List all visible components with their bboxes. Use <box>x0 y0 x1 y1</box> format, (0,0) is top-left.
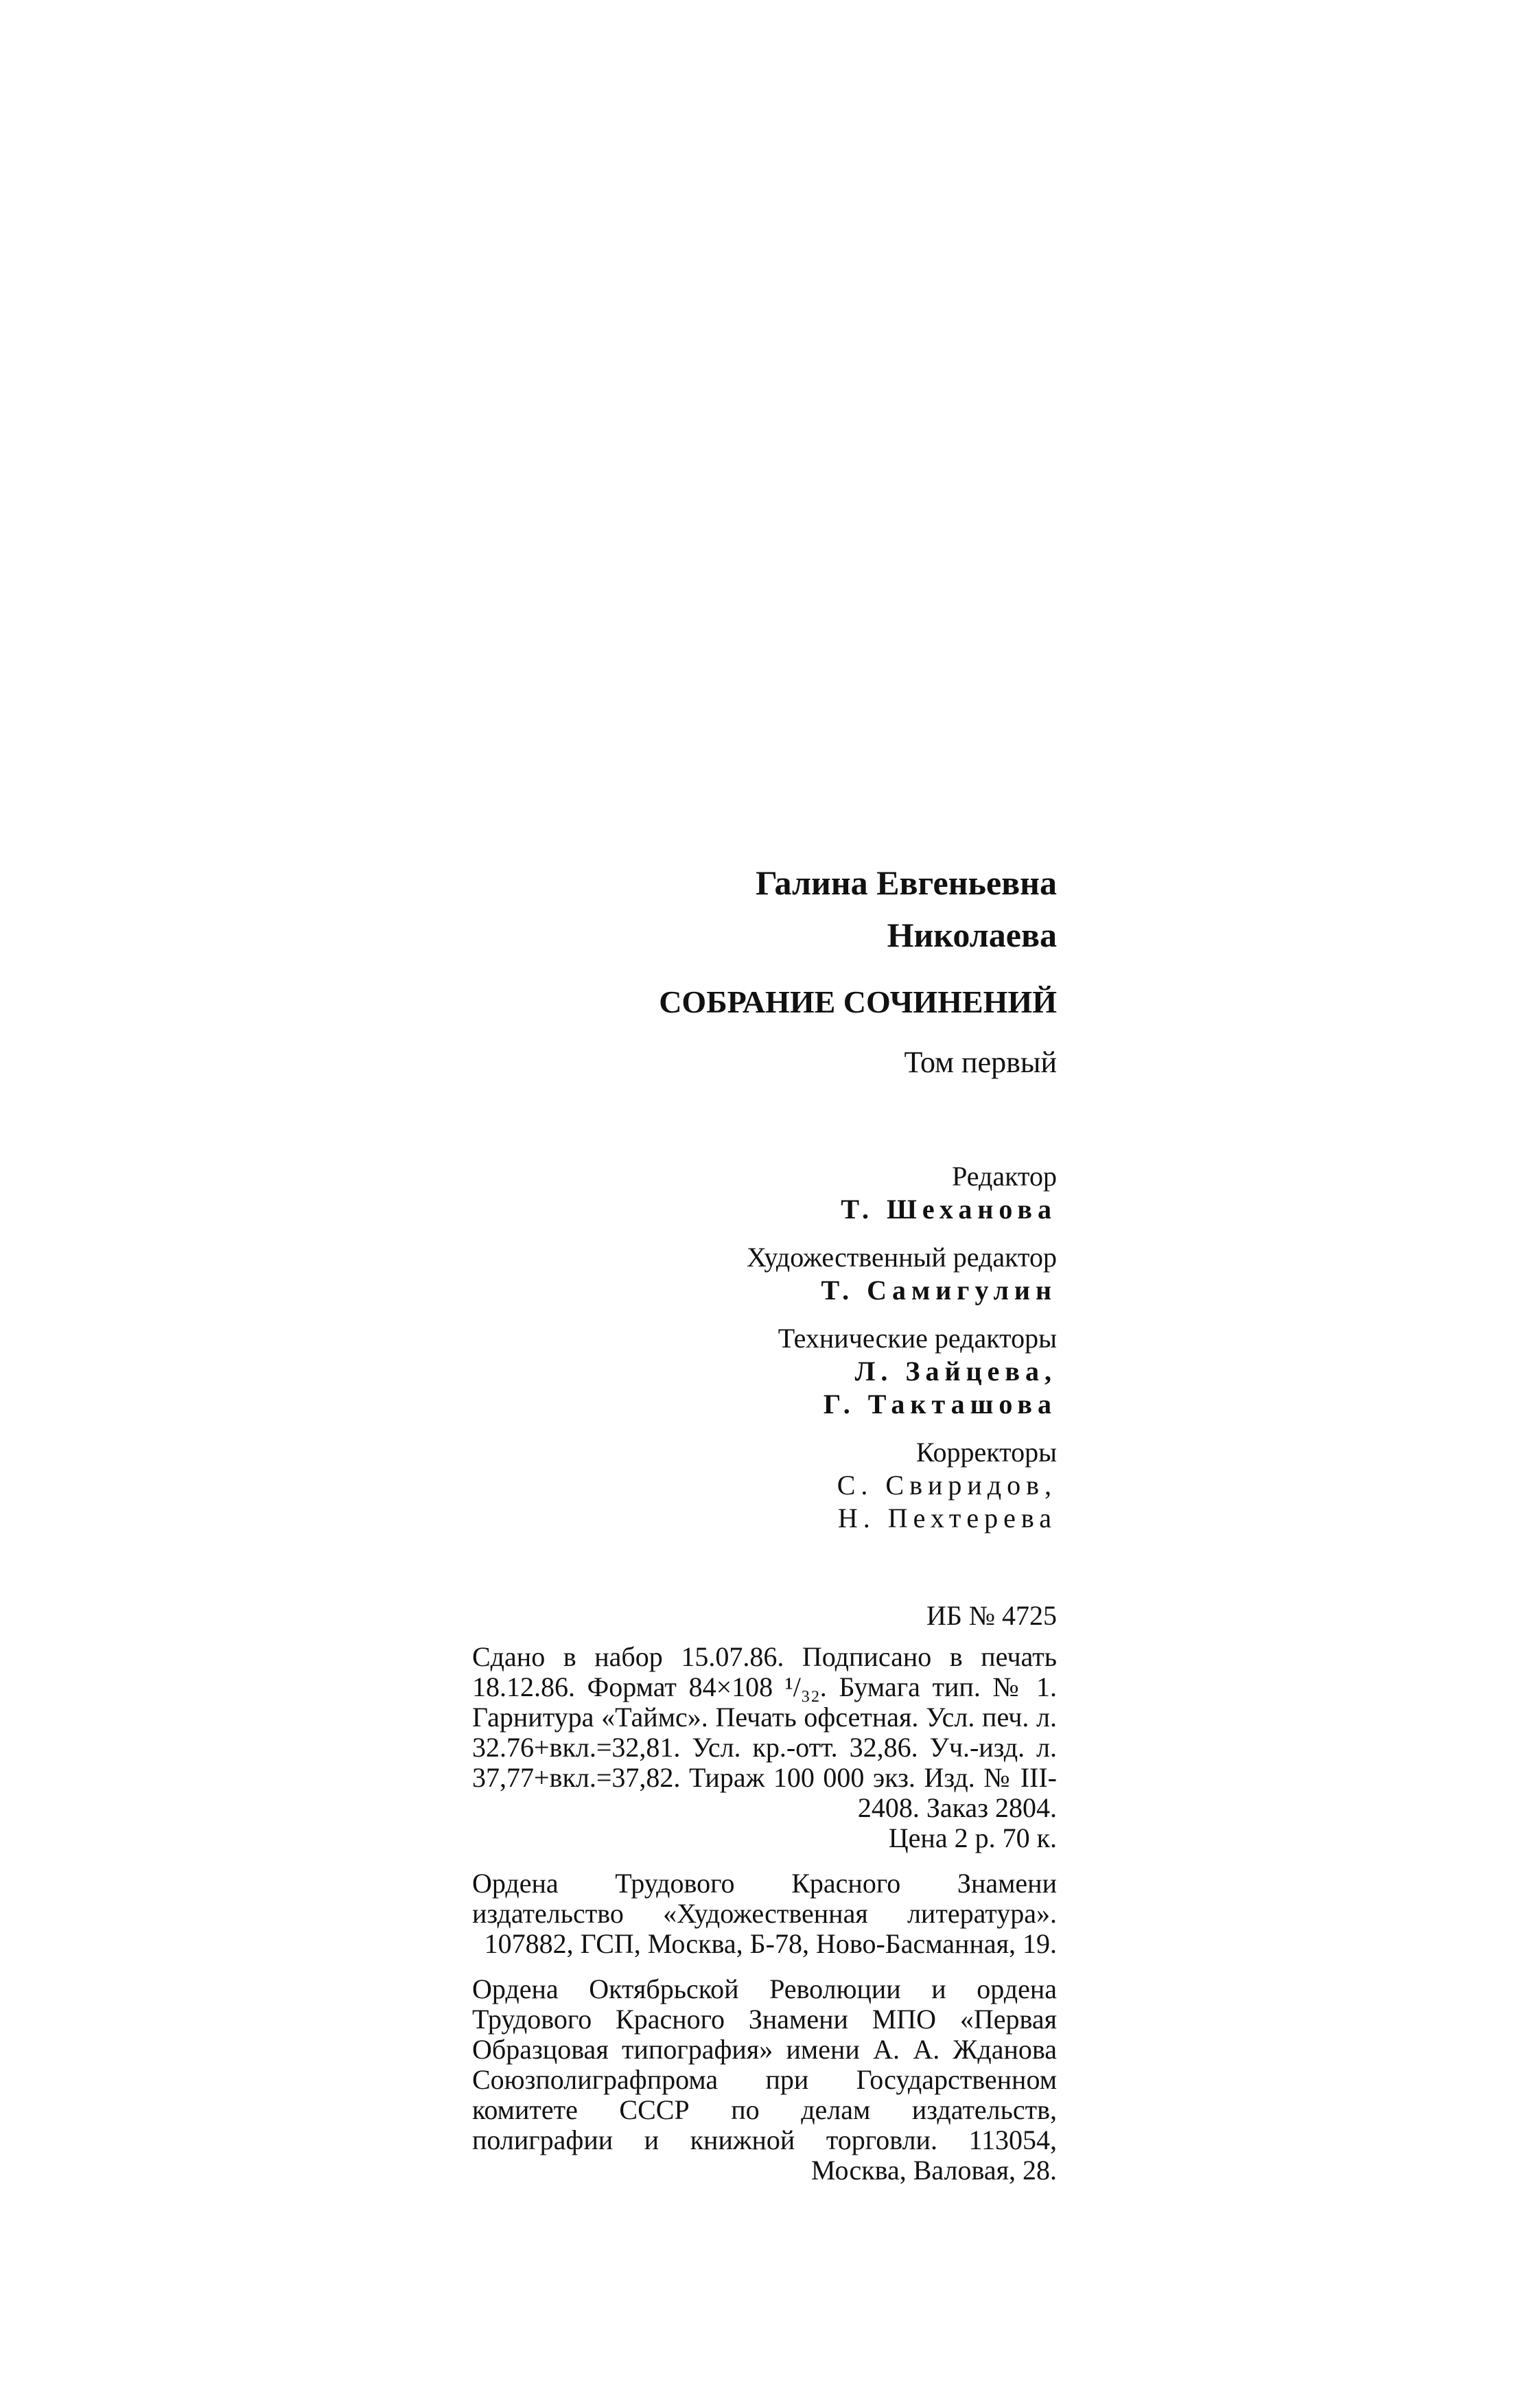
credit-technical-editors <box>480 1322 1057 1421</box>
ib-number: ИБ № 4725 <box>926 1600 1057 1631</box>
collection-title: СОБРАНИЕ СОЧИНЕНИЙ <box>659 984 1057 1019</box>
credit-name: Л. Зайцева, <box>854 1356 1057 1387</box>
publisher-info: Ордена Трудового Красного Знамени издательство «Художественная литература». 107882, ГСП, Москва, Б-78, Ново-Басманная, 19. <box>472 1868 1057 1959</box>
credit-proofreaders <box>480 1436 1057 1535</box>
credit-name: Т. Шеханова <box>841 1194 1057 1225</box>
credit-name: Н. Пехтерева <box>837 1503 1057 1533</box>
credit-role: Технические редакторы <box>778 1323 1057 1354</box>
volume-label: Том первый <box>904 1045 1057 1079</box>
printer-info: Ордена Октябрьской Революции и ордена Трудового Красного Знамени МПО «Первая Образцовая типография» имени А. А. Жданова Союзполиграфпрома при Государственном комитете СССР по делам издательств, полиграфии и книжной торговли. 113054, Москва, Валовая, 28. <box>472 1973 1057 2186</box>
credit-role: Редактор <box>952 1161 1057 1192</box>
credit-name: Т. Самигулин <box>821 1275 1057 1306</box>
author-name <box>480 857 1057 961</box>
credit-role: Художественный редактор <box>747 1242 1057 1273</box>
price: Цена 2 р. 70 к. <box>888 1822 1057 1853</box>
imprint-body <box>472 1642 1057 2201</box>
credit-editor <box>480 1160 1057 1226</box>
production-details-text: Сдано в набор 15.07.86. Подписано в печать 18.12.86. Формат 84×108 ¹/₃₂. Бумага тип. № 1. Гарнитура «Таймс». Печать офсетная. Усл. печ. л. 32.76+вкл.=32,81. Усл. кр.-отт. 32,86. Уч.-изд. л. 37,77+вкл.=37,82. Тираж 100 000 экз. Изд. № III-2408. Заказ 2804. <box>472 1641 1057 1823</box>
author-name-line1: Галина Евгеньевна <box>756 864 1057 902</box>
production-details <box>472 1642 1057 1853</box>
author-name-line2: Николаева <box>887 916 1057 954</box>
credit-role: Корректоры <box>915 1437 1057 1468</box>
credit-name: С. Свиридов, <box>837 1470 1057 1501</box>
credit-art-editor <box>480 1241 1057 1307</box>
credits-block <box>480 1160 1057 1550</box>
credit-name: Г. Такташова <box>823 1389 1057 1420</box>
